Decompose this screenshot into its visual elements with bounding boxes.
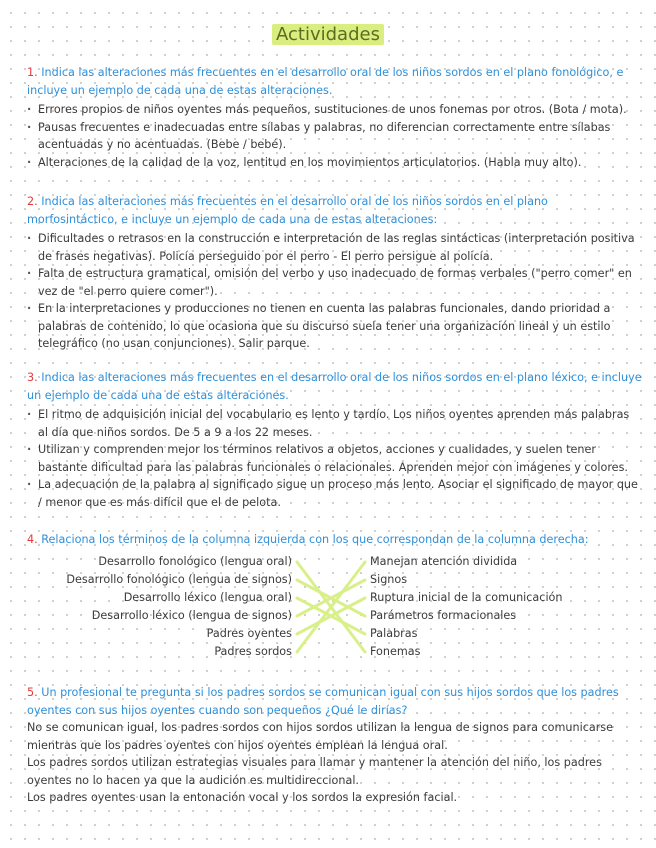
answer-paragraph: Los padres oyentes usan la entonación vocal y los sordos la expresión facial. [27,791,458,804]
right-term: Signos [370,572,408,586]
question-text: Un profesional te pregunta si los padres sordos se comunican igual con sus hijos sordos que los padres oyentes con sus hijos oyentes cuando son pequeños ¿Qué le dirías? [27,686,619,717]
question-text: Indica las alteraciones más frecuentes en el desarrollo oral de los niños sordos en el plano morfosintáctico, e incluye un ejemplo de cada una de estas alteraciones: [27,195,548,226]
question-3 [27,369,642,404]
left-term: Padres oyentes [206,626,292,640]
list-item: · Utilizan y comprenden mejor los términos relativos a objetos, acciones y cualidades, y suelen tener bastante dificultad para las palabras funcionales o relacionales. Aprenden mejor con imágenes y colores. [27,441,642,476]
list-item: · Alteraciones de la calidad de la voz, lentitud en los movimientos articulatorios. (Habla muy alto). [27,154,642,172]
page-title: Actividades [0,24,656,45]
answer-paragraph: No se comunican igual, los padres sordos con hijos sordos utilizan la lengua de signos para comunicarse mientras que los padres oyentes con hijos oyentes emplean la lengua oral. [27,721,614,752]
question-number: 3. [27,371,38,384]
right-term: Parámetros formacionales [370,608,517,622]
activity-3 [27,369,642,511]
question-number: 1. [27,66,38,79]
list-item: · La adecuación de la palabra al significado sigue un proceso más lento. Asociar el significado de mayor que / menor que es más difícil que el de pelota. [27,476,642,511]
question-text: Indica las alteraciones más frecuentes en el desarrollo oral de los niños sordos en el plano fonológico, e incluye un ejemplo de cada una de estas alteraciones. [27,66,624,97]
question-number: 5. [27,686,38,699]
activity-1 [27,64,642,171]
list-item: · Pausas frecuentes e inadecuadas entre sílabas y palabras, no diferencian correctamente entre sílabas acentuadas y no acentuadas. (Bebe / bebé). [27,119,642,154]
answer-paragraph: Los padres sordos utilizan estrategias visuales para llamar y mantener la atención del niño, los padres oyentes no lo hacen ya que la audición es multidireccional. [27,756,602,787]
left-term: Desarrollo léxico (lengua oral) [123,590,292,604]
right-term: Palabras [370,626,418,640]
right-term: Manejan atención dividida [370,554,518,568]
left-column [27,553,292,661]
question-2 [27,193,642,228]
matching-exercise [27,553,642,665]
answer-list [27,230,642,353]
right-term: Fonemas [370,644,421,658]
list-item: · En la interpretaciones y producciones no tienen en cuenta las palabras funcionales, dando prioridad a palabras de contenido, lo que ocasiona que su discurso suela tener una organización lineal y un estilo telegráfico (no usan conjunciones). Salir parque. [27,300,642,353]
activity-4 [27,531,642,665]
left-term: Desarrollo fonológico (lengua de signos) [66,572,292,586]
matching-lines [295,553,367,665]
question-4 [27,531,642,549]
list-item: · Falta de estructura gramatical, omisión del verbo y uso inadecuado de formas verbales ("perro comer" en vez de "el perro quiere comer"). [27,265,642,300]
question-number: 2. [27,195,38,208]
answer-list [27,406,642,511]
list-item: · El ritmo de adquisición inicial del vocabulario es lento y tardío. Los niños oyentes aprenden más palabras al día que niños sordos. De 5 a 9 a los 22 meses. [27,406,642,441]
activity-5 [27,684,642,807]
question-text: Relaciona los términos de la columna izquierda con los que correspondan de la columna derecha: [41,533,589,546]
question-1 [27,64,642,99]
question-number: 4. [27,533,38,546]
left-term: Desarrollo fonológico (lengua oral) [98,554,292,568]
left-term: Desarrollo léxico (lengua de signos) [91,608,292,622]
right-column [370,553,630,661]
list-item: · Dificultades o retrasos en la construcción e interpretación de las reglas sintácticas (interpretación positiva de frases negativas). Policía perseguido por el perro - El perro persigue al policía. [27,230,642,265]
question-text: Indica las alteraciones más frecuentes en el desarrollo oral de los niños sordos en el plano léxico, e incluye un ejemplo de cada una de estas alteraciones. [27,371,642,402]
list-item: · Errores propios de niños oyentes más pequeños, sustituciones de unos fonemas por otros. (Bota / mota). [27,101,642,119]
question-5 [27,684,642,719]
answer-list [27,101,642,171]
right-term: Ruptura inicial de la comunicación [370,590,563,604]
left-term: Padres sordos [214,644,292,658]
activity-2 [27,193,642,353]
